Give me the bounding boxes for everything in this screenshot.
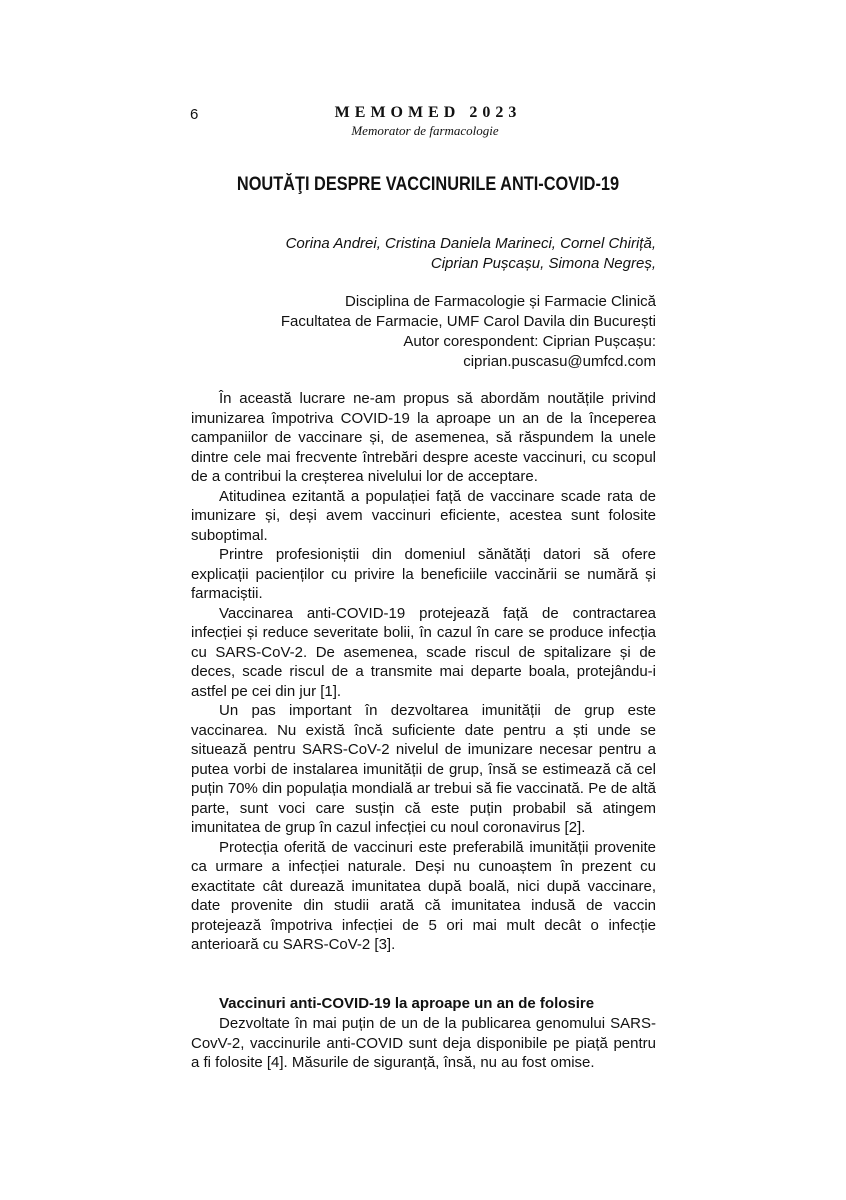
authors — [230, 234, 656, 274]
page-number: 6 — [190, 106, 199, 123]
body-paragraph: Dezvoltate în mai puțin de un de la publicarea genomului SARS-CovV-2, vaccinurile anti-COVID sunt deja disponibile pe piață pentru a fi folosite [4]. Măsurile de siguranță, însă, nu au fost omise. — [191, 1015, 656, 1071]
body-paragraph: Atitudinea ezitantă a populației față de vaccinare scade rata de imunizare și, deși avem vaccinuri eficiente, acestea sunt folosite suboptimal. — [191, 487, 656, 544]
section-heading: Vaccinuri anti-COVID-19 la aproape un an de folosire — [219, 995, 595, 1012]
journal-title: MEMOMED 2023 — [334, 104, 522, 121]
journal-header — [300, 104, 550, 139]
authors-line: Ciprian Pușcașu, Simona Negreș, — [430, 255, 656, 272]
affiliation — [230, 292, 656, 372]
body-paragraph: Vaccinarea anti-COVID-19 protejează față de contractarea infecției și reduce severitate bolii, în cazul în care se produce infecția cu SARS-CoV-2. De asemenea, scade riscul de spitalizare și de deces, scade riscul de a transmite mai departe boala, protejându-i astfel pe cei din jur [1]. — [191, 604, 656, 700]
article-body — [191, 389, 656, 955]
authors-line: Corina Andrei, Cristina Daniela Marineci, Cornel Chiriță, — [285, 235, 656, 252]
corresponding-email: ciprian.puscasu@umfcd.com — [463, 353, 656, 370]
affiliation-line: Disciplina de Farmacologie și Farmacie Clinică — [345, 293, 656, 310]
body-paragraph: Un pas important în dezvoltarea imunității de grup este vaccinarea. Nu există încă suficiente date pentru a ști unde se situează pentru SARS-CoV-2 nivelul de imunizare necesar pentru a putea vorbi de instalarea imunității de grup, însă se estimează că cel puțin 70% din populația mondială ar trebui să fie vaccinată. Pe de altă parte, sunt voci care susțin că este puțin probabil să atingem imunitatea de grup în cazul infecției cu noul coronavirus [2]. — [191, 702, 656, 836]
body-paragraph: Protecția oferită de vaccinuri este preferabilă imunității provenite ca urmare a infecției naturale. Deși nu cunoaștem în prezent cu exactitate cât durează imunitatea după boală, nici după vaccinare, date provenite din studii arată că imunitatea indusă de vaccin protejează împotriva infecției de 5 ori mai mult decât o infecție anterioară cu SARS-CoV-2 [3]. — [191, 838, 656, 953]
affiliation-line: Autor corespondent: Ciprian Pușcașu: — [403, 333, 656, 350]
body-paragraph: Printre profesioniștii din domeniul sănătăți datori să ofere explicații pacienților cu privire la beneficiile vaccinării se numără și farmaciștii. — [191, 546, 656, 602]
article-title: NOUTĂŢI DESPRE VACCINURILE ANTI-COVID-19 — [236, 174, 620, 195]
section-body — [191, 1014, 656, 1073]
affiliation-line: Facultatea de Farmacie, UMF Carol Davila din București — [280, 313, 656, 330]
body-paragraph: În această lucrare ne-am propus să abordăm noutățile privind imunizarea împotriva COVID-19 la aproape un an de la începerea campaniilor de vaccinare și, de asemenea, să răspundem la unele dintre cele mai frecvente întrebări despre aceste vaccinuri, cu scopul de a contribui la creșterea nivelului lor de acceptare. — [191, 390, 656, 485]
journal-subtitle: Memorator de farmacologie — [351, 123, 499, 138]
